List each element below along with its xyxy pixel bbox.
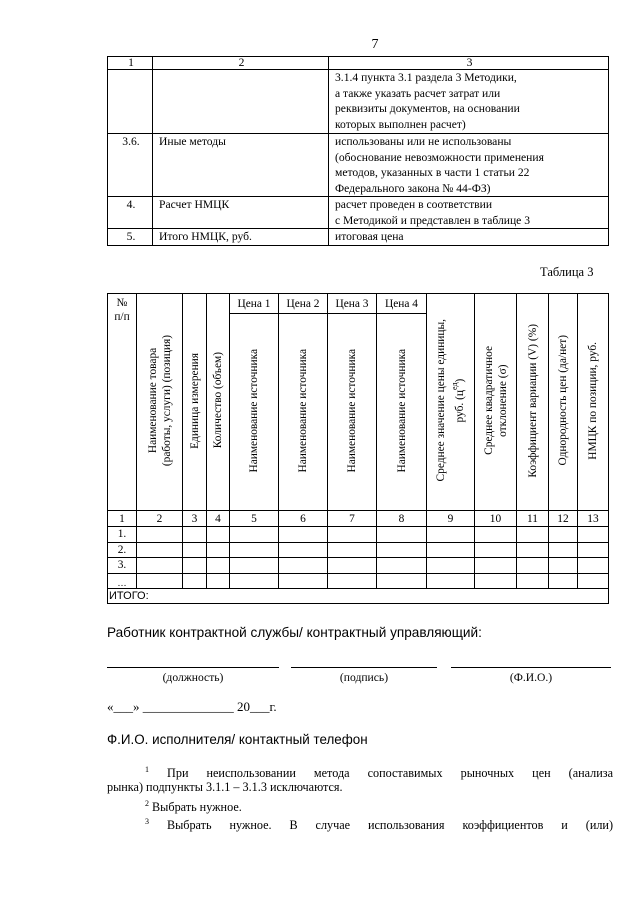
description-line: 3.1.4 пункта 3.1 раздела 3 Методики, xyxy=(335,71,517,84)
executor-contact: Ф.И.О. исполнителя/ контактный телефон xyxy=(107,732,368,747)
description-line: методов, указанных в части 1 статьи 22 xyxy=(335,166,530,179)
footnote-text: Выбрать нужное. В случае использования коэффициентов и (или) xyxy=(166,818,614,833)
total-label: ИТОГО: xyxy=(108,589,609,604)
header-homogeneity xyxy=(549,294,578,511)
row-number: 3. xyxy=(108,558,137,574)
row-name xyxy=(153,70,329,134)
row-description xyxy=(329,229,609,246)
header-label-main: Среднее значение цены единицы, руб. (ц xyxy=(435,319,466,482)
row-number: 1. xyxy=(108,527,137,543)
header-price-4: Цена 4 xyxy=(377,294,427,314)
header-cell: 2 xyxy=(153,57,329,70)
signature-label: (подпись) xyxy=(339,671,389,684)
header-source-2 xyxy=(279,314,328,511)
page-number: 7 xyxy=(371,37,379,52)
footnote-1-continued xyxy=(107,779,343,796)
header-quantity xyxy=(207,294,230,511)
table-row xyxy=(108,573,609,589)
row-description xyxy=(329,134,609,197)
table-row xyxy=(108,542,609,558)
description-line: Федерального закона № 44-ФЗ) xyxy=(335,181,491,195)
table-row xyxy=(108,229,609,246)
table-header-row xyxy=(108,57,609,70)
description-line: реквизиты документов, на основании xyxy=(335,102,520,115)
column-number: 6 xyxy=(279,511,328,527)
row-name: Расчет НМЦК xyxy=(153,197,329,229)
total-row xyxy=(108,589,609,604)
row-number: 4. xyxy=(108,197,153,229)
row-description xyxy=(329,197,609,229)
header-label: Единица измерения xyxy=(188,352,201,449)
header-label: Наименование источника xyxy=(395,348,408,473)
header-label: НМЦК по позиции, руб. xyxy=(587,341,599,460)
column-number: 2 xyxy=(137,511,183,527)
header-number-label: № п/п xyxy=(114,297,130,323)
header-source-3 xyxy=(328,314,377,511)
header-nmck xyxy=(578,294,609,511)
header-label-end: ) xyxy=(453,378,466,383)
row-number: 2. xyxy=(108,542,137,558)
header-label xyxy=(434,319,467,481)
description-line: а также указать расчет затрат или xyxy=(335,86,501,100)
header-label: Количество (объем) xyxy=(212,352,224,449)
footnote-mark: 3 xyxy=(145,817,149,826)
description-line: (обоснование невозможности применения xyxy=(335,150,544,164)
footnote-2 xyxy=(145,796,242,816)
header-source-4 xyxy=(377,314,427,511)
footnote-mark: 2 xyxy=(145,799,149,808)
header-variation xyxy=(517,294,549,511)
table-row xyxy=(108,527,609,543)
table-row xyxy=(108,70,609,134)
header-label: Наименование источника xyxy=(248,348,260,473)
column-number: 11 xyxy=(517,511,549,527)
header-std-deviation xyxy=(475,294,517,511)
table-row xyxy=(108,558,609,574)
header-number xyxy=(108,294,137,511)
name-line xyxy=(451,667,611,668)
column-number: 13 xyxy=(578,511,609,527)
description-line: итоговая цена xyxy=(335,230,404,243)
header-unit xyxy=(183,294,207,511)
column-number: 12 xyxy=(549,511,578,527)
header-item-name xyxy=(137,294,183,511)
header-label: Наименование источника xyxy=(297,348,309,473)
row-name: Иные методы xyxy=(153,134,329,197)
nmck-calculation-table xyxy=(107,293,609,604)
description-line: с Методикой и представлен в таблице 3 xyxy=(335,213,530,227)
footnote-3 xyxy=(145,814,613,834)
header-price-3: Цена 3 xyxy=(328,294,377,314)
column-number: 4 xyxy=(207,511,230,527)
column-number: 7 xyxy=(328,511,377,527)
header-average-price xyxy=(427,294,475,511)
column-number: 3 xyxy=(183,511,207,527)
header-cell: 1 xyxy=(108,57,153,70)
table-row xyxy=(108,197,609,229)
row-number: 5. xyxy=(108,229,153,246)
column-number-row xyxy=(108,511,609,527)
row-number xyxy=(108,70,153,134)
header-label: Наименование источника xyxy=(346,348,358,473)
footnote-text: Выбрать нужное. xyxy=(152,800,242,815)
header-label: Однородность цен (да/нет) xyxy=(557,335,569,466)
footnote-mark: 1 xyxy=(145,765,149,774)
header-label: Наименование товара (работы, услуги) (позиция) xyxy=(146,334,173,467)
header-source-1 xyxy=(230,314,279,511)
header-label-sup: ед xyxy=(450,382,460,390)
row-number: … xyxy=(108,573,137,589)
description-line: расчет проведен в соответствии xyxy=(335,198,493,211)
position-line xyxy=(107,667,279,668)
table-caption: Таблица 3 xyxy=(540,265,594,279)
row-description xyxy=(329,70,609,134)
footnote-text: рынка) подпункты 3.1.1 – 3.1.3 исключаются. xyxy=(107,780,343,794)
name-label: (Ф.И.О.) xyxy=(509,671,553,684)
header-label: Среднее квадратичное отклонение (σ) xyxy=(482,346,509,455)
column-number: 5 xyxy=(230,511,279,527)
column-number: 1 xyxy=(108,511,137,527)
position-label: (должность) xyxy=(162,671,224,684)
row-number: 3.6. xyxy=(108,134,153,197)
header-label: Коэффициент вариации (V) (%) xyxy=(526,323,539,478)
row-name: Итого НМЦК, руб. xyxy=(153,229,329,246)
description-line: использованы или не использованы xyxy=(335,135,512,148)
header-price-1: Цена 1 xyxy=(230,294,279,314)
signature-title: Работник контрактной службы/ контрактный управляющий: xyxy=(107,625,482,640)
column-number: 9 xyxy=(427,511,475,527)
table-row xyxy=(108,134,609,197)
methods-table xyxy=(107,56,609,246)
signature-line xyxy=(291,667,437,668)
column-number: 10 xyxy=(475,511,517,527)
header-cell: 3 xyxy=(329,57,609,70)
footnote-text: При неиспользовании метода сопоставимых рыночных цен (анализа xyxy=(167,766,614,781)
header-price-2: Цена 2 xyxy=(279,294,328,314)
description-line: которых выполнен расчет) xyxy=(335,117,466,131)
column-number: 8 xyxy=(377,511,427,527)
date-line: «___» ______________ 20___г. xyxy=(107,699,277,714)
